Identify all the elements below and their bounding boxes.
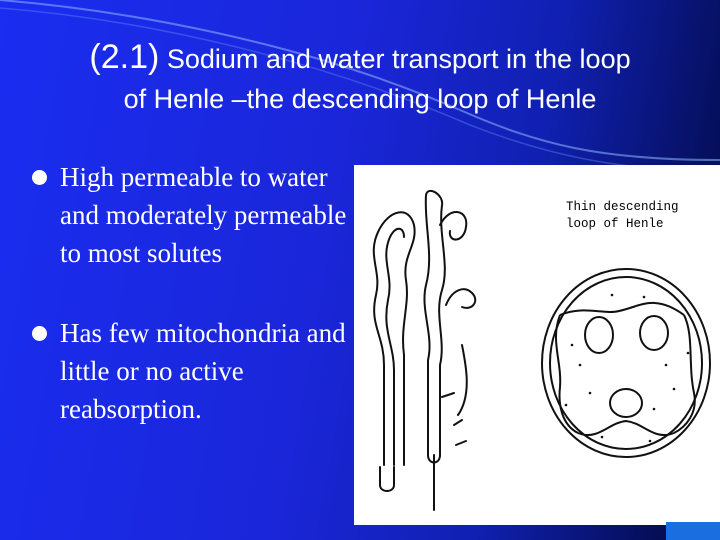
title-text-1: Sodium and water transport in the loop	[166, 44, 631, 74]
bullet-text: Has few mitochondria and little or no active reabsorption.	[60, 318, 346, 424]
figure-label-line-1: Thin descending	[566, 200, 679, 214]
bullet-item	[30, 158, 360, 272]
figure-label	[566, 199, 679, 233]
slide-title-line-1	[0, 38, 720, 77]
title-number: (2.1)	[89, 38, 160, 76]
bullet-text: High permeable to water and moderately permeable to most solutes	[60, 162, 347, 268]
bullet-list	[30, 158, 360, 428]
bullet-item	[30, 314, 360, 428]
figure-label-line-2: loop of Henle	[566, 217, 664, 231]
bullet-dot-icon	[32, 170, 47, 185]
nephron-figure	[354, 165, 720, 525]
slide-title-line-2: of Henle –the descending loop of Henle	[123, 84, 597, 114]
corner-accent	[666, 522, 720, 540]
bullet-dot-icon	[32, 326, 47, 341]
